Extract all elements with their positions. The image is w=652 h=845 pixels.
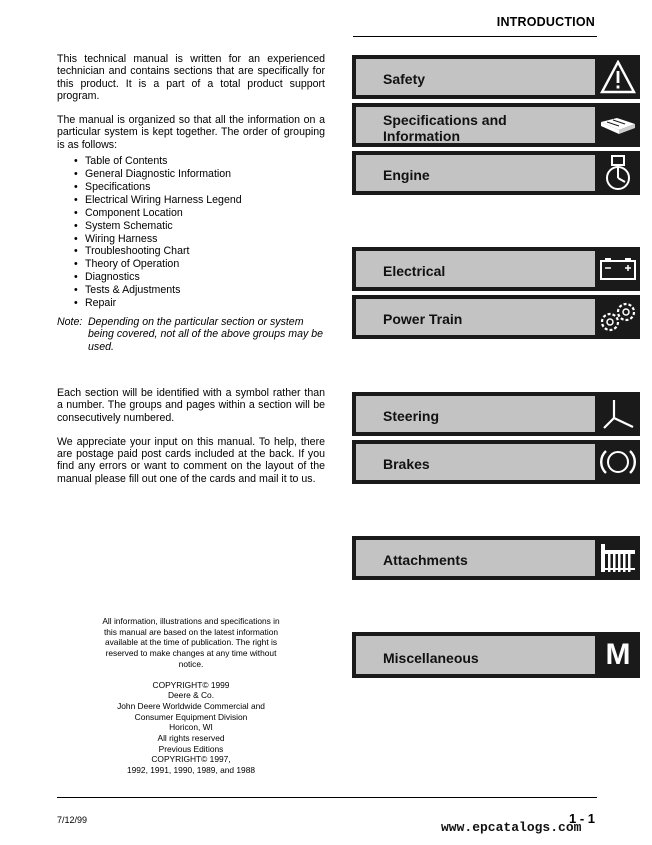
note-text: Depending on the particular section or system being covered, not all of the above groups may be used. bbox=[88, 315, 323, 353]
list-item: • Diagnostics bbox=[74, 271, 325, 284]
copyright-line: Consumer Equipment Division bbox=[134, 711, 248, 722]
list-item: • Component Location bbox=[74, 207, 325, 220]
section-tab-label: Steering bbox=[383, 408, 440, 424]
list-item: • System Schematic bbox=[74, 220, 325, 233]
header-rule bbox=[353, 36, 597, 37]
intro-paragraph-1: This technical manual is written for an experienced technician and contains sections that are specifically for this product. It is a part of a total product support program. bbox=[57, 53, 325, 102]
section-tab-label: Engine bbox=[383, 167, 430, 183]
piston-icon bbox=[599, 155, 637, 191]
attachment-rake-icon bbox=[599, 540, 637, 576]
list-item: • Table of Contents bbox=[74, 155, 325, 168]
intro-paragraph-4: We appreciate your input on this manual. To help, there are postage paid post cards included at the back. If you find any errors or want to comment on the layout of the manual please fill out one of the cards and mail it to us. bbox=[57, 435, 325, 485]
list-item: • Specifications bbox=[74, 181, 325, 194]
footer-date: 7/12/99 bbox=[57, 815, 88, 825]
section-tab-label: Attachments bbox=[383, 552, 468, 568]
steering-arm-icon bbox=[599, 396, 637, 432]
watermark: www.epcatalogs.com bbox=[441, 820, 582, 835]
section-tab-label: Specifications and Information bbox=[383, 112, 507, 144]
section-tab-label: Brakes bbox=[383, 456, 430, 472]
section-tab-steering[interactable] bbox=[352, 392, 640, 436]
list-item: • Troubleshooting Chart bbox=[74, 245, 325, 258]
copyright-line: COPYRIGHT© 1997, bbox=[151, 754, 231, 765]
section-tab-safety[interactable] bbox=[352, 55, 640, 99]
section-tab-specifications[interactable] bbox=[352, 103, 640, 147]
page-number: 1 - 1 bbox=[569, 811, 596, 826]
section-tab-label: Safety bbox=[383, 71, 426, 87]
copyright-line: 1992, 1991, 1990, 1989, and 1988 bbox=[126, 765, 256, 776]
battery-icon bbox=[599, 251, 637, 287]
brake-drum-icon bbox=[599, 444, 637, 480]
section-tab-brakes[interactable] bbox=[352, 440, 640, 484]
copyright-line: Previous Editions bbox=[158, 743, 224, 754]
note-label: Note: bbox=[57, 315, 83, 328]
copyright-line: John Deere Worldwide Commercial and bbox=[117, 700, 265, 711]
copyright-notice: All information, illustrations and specifications in this manual are based on the latest information available at the time of publication. The right is reserved to make changes at any time without notice. bbox=[102, 616, 280, 669]
list-item: • General Diagnostic Information bbox=[74, 168, 325, 181]
gears-icon bbox=[599, 299, 637, 335]
note bbox=[57, 316, 325, 353]
section-tab-engine[interactable] bbox=[352, 151, 640, 195]
section-tab-attachments[interactable] bbox=[352, 536, 640, 580]
list-item: • Wiring Harness bbox=[74, 233, 325, 246]
letter-m-icon: M bbox=[605, 638, 631, 671]
page-title: INTRODUCTION bbox=[496, 15, 595, 29]
open-book-icon bbox=[599, 107, 637, 143]
section-tab-power-train[interactable] bbox=[352, 295, 640, 339]
list-item: • Tests & Adjustments bbox=[74, 284, 325, 297]
intro-text bbox=[57, 53, 325, 353]
list-item: • Theory of Operation bbox=[74, 258, 325, 271]
copyright-block bbox=[96, 616, 286, 776]
section-tab-electrical[interactable] bbox=[352, 247, 640, 291]
copyright-line: COPYRIGHT© 1999 bbox=[152, 679, 230, 690]
section-tab-label: Electrical bbox=[383, 263, 446, 279]
section-tab-label: Power Train bbox=[383, 311, 463, 327]
copyright-line: Horicon, WI bbox=[169, 722, 213, 733]
intro-text-lower bbox=[57, 387, 325, 485]
copyright-line: All rights reserved bbox=[157, 733, 225, 744]
warning-triangle-icon bbox=[599, 59, 637, 95]
intro-paragraph-2: The manual is organized so that all the information on a particular system is kept together. The order of grouping is as follows: bbox=[57, 114, 325, 151]
copyright-line: Deere & Co. bbox=[167, 690, 215, 701]
footer-rule bbox=[57, 797, 597, 798]
list-item: • Repair bbox=[74, 297, 325, 310]
list-item: • Electrical Wiring Harness Legend bbox=[74, 194, 325, 207]
intro-paragraph-3: Each section will be identified with a symbol rather than a number. The groups and pages within a section will be consecutively numbered. bbox=[57, 387, 325, 424]
section-tab-miscellaneous[interactable] bbox=[352, 632, 640, 678]
section-tab-label: Miscellaneous bbox=[383, 650, 479, 666]
group-list bbox=[57, 155, 325, 310]
